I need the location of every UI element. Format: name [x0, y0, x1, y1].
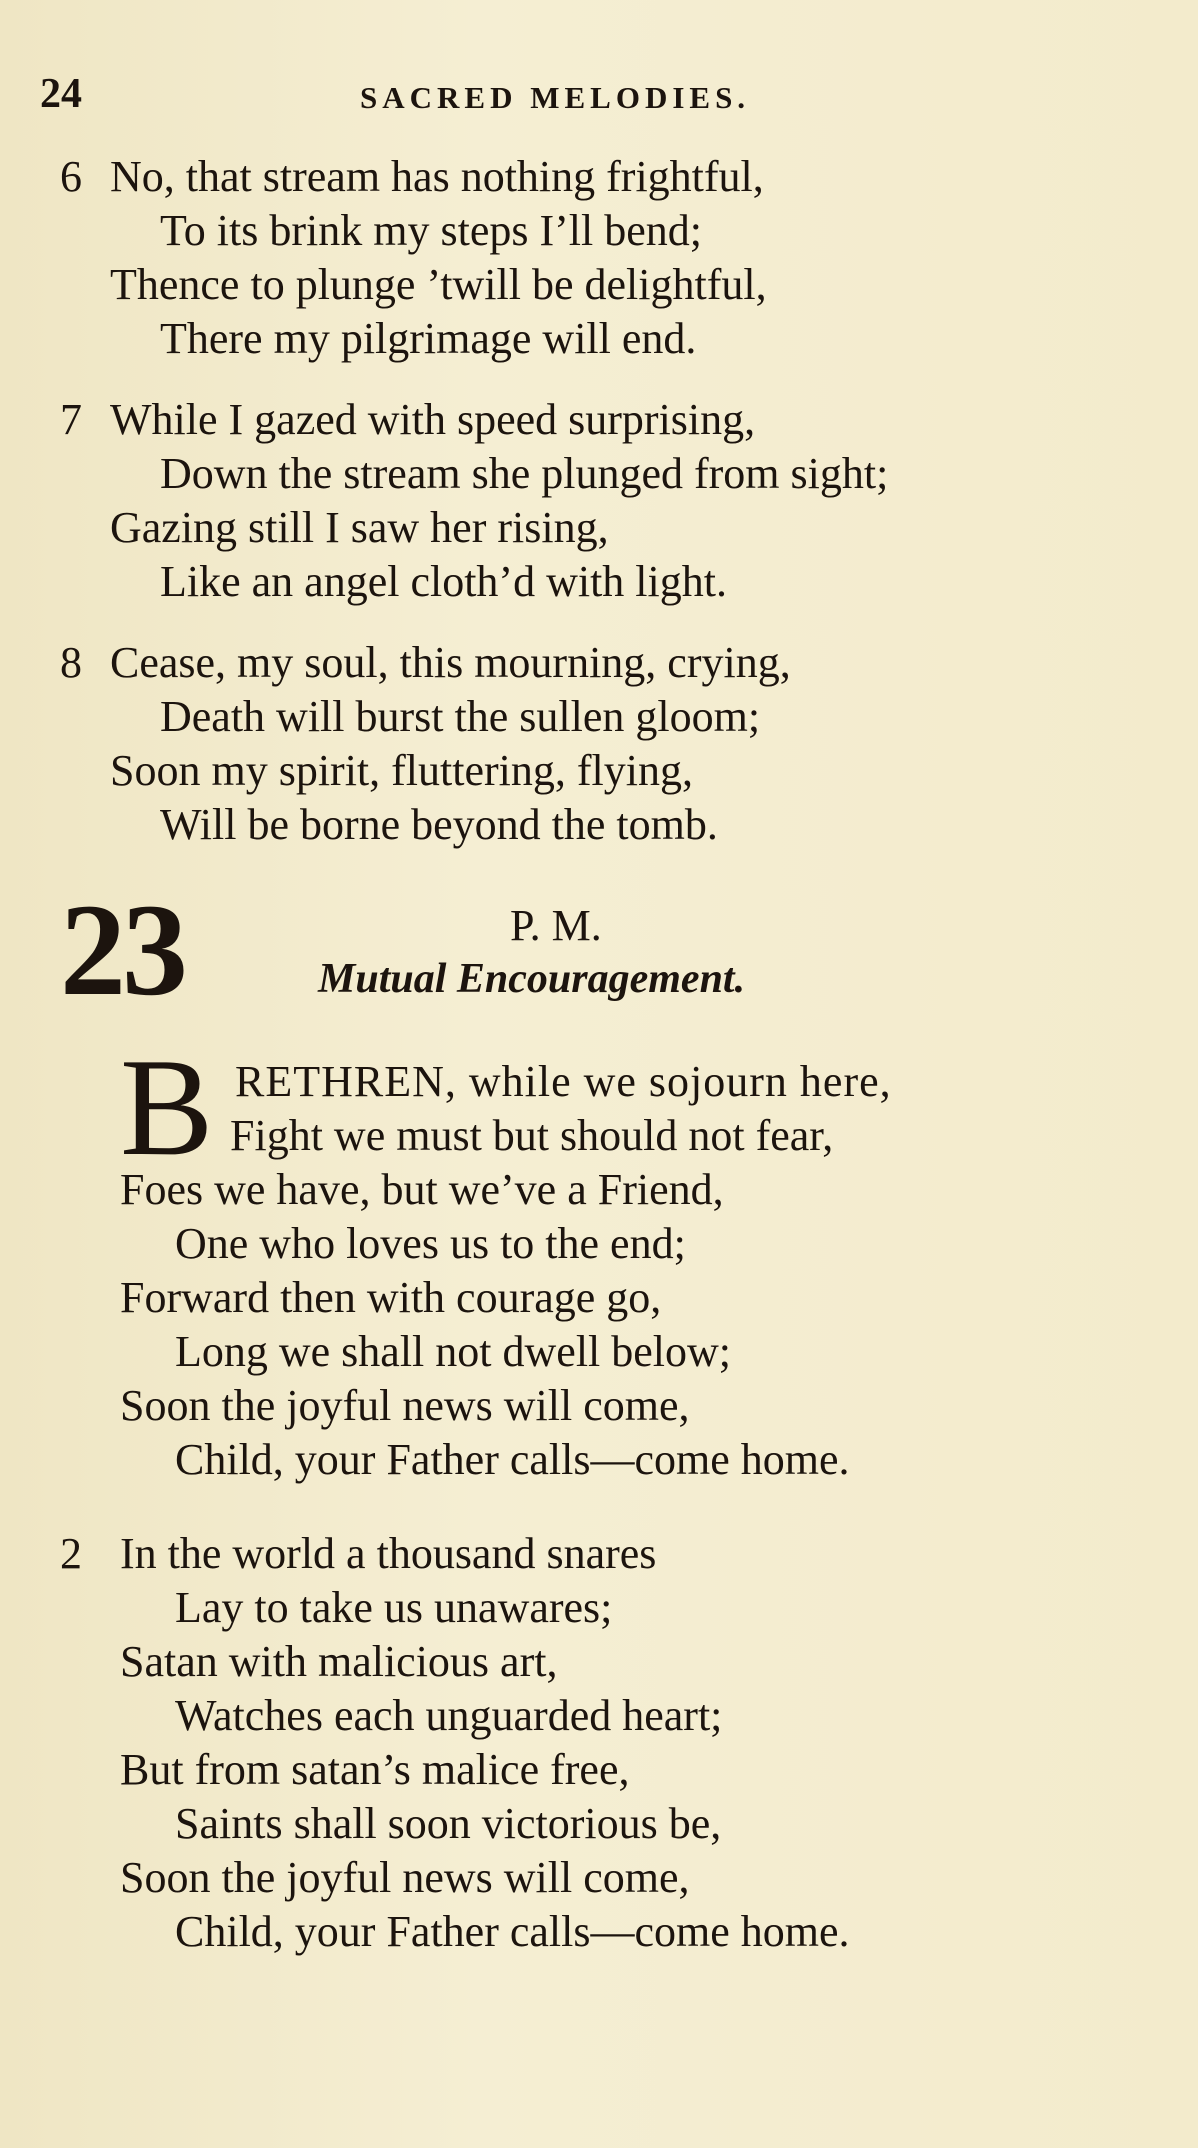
- running-head: SACRED MELODIES.: [360, 80, 751, 115]
- stanza-number: 2: [60, 1529, 82, 1578]
- drop-cap: B: [120, 1030, 214, 1185]
- verse-line: 6 No, that stream has nothing frightful,: [60, 150, 1160, 204]
- verse-line: Forward then with courage go,: [120, 1273, 662, 1322]
- page-number: 24: [40, 71, 82, 117]
- hymn-verse-2: [60, 1527, 1160, 1959]
- verse-line: Gazing still I saw her rising,: [110, 503, 609, 552]
- verse-line: Soon my spirit, fluttering, flying,: [110, 746, 693, 795]
- verse-line: 7 While I gazed with speed surprising,: [60, 393, 1160, 447]
- verse-line: 8 Cease, my soul, this mourning, crying,: [60, 636, 1160, 690]
- stanza-number: 7: [60, 395, 82, 444]
- verse-line: Lay to take us unawares;: [175, 1583, 613, 1632]
- verse-line: Watches each unguarded heart;: [175, 1691, 723, 1740]
- verse-line: Fight we must but should not fear,: [230, 1111, 834, 1160]
- hymn-number: 23: [60, 876, 184, 1023]
- stanza-6: [60, 150, 1160, 366]
- verse-line: Soon the joyful news will come,: [120, 1381, 690, 1430]
- verse-line: Down the stream she plunged from sight;: [160, 449, 889, 498]
- verse-line: Death will burst the sullen gloom;: [160, 692, 761, 741]
- stanza-8: [60, 636, 1160, 852]
- stanza-7: [60, 393, 1160, 609]
- verse-line: Satan with malicious art,: [120, 1637, 558, 1686]
- verse-line: One who loves us to the end;: [175, 1219, 686, 1268]
- verse-line: 2 In the world a thousand snares: [60, 1527, 1160, 1581]
- verse-line: Will be borne beyond the tomb.: [160, 800, 718, 849]
- stanza-number: 6: [60, 152, 82, 201]
- verse-line: Thence to plunge ’twill be delightful,: [110, 260, 767, 309]
- verse-line: Like an angel cloth’d with light.: [160, 557, 727, 606]
- verse-line: Child, your Father calls—come home.: [175, 1907, 850, 1956]
- verse-line: Saints shall soon victorious be,: [175, 1799, 722, 1848]
- hymn-verse-1: [60, 1030, 1160, 1487]
- verse-line: Long we shall not dwell below;: [175, 1327, 732, 1376]
- verse-line: To its brink my steps I’ll bend;: [160, 206, 702, 255]
- hymn-title: Mutual Encouragement.: [318, 956, 746, 1002]
- verse-line: There my pilgrimage will end.: [160, 314, 697, 363]
- verse-line: But from satan’s malice free,: [120, 1745, 630, 1794]
- verse-line: Foes we have, but we’ve a Friend,: [120, 1165, 724, 1214]
- page-header: [40, 70, 1140, 120]
- verse-line: RETHREN, while we sojourn here,: [235, 1057, 892, 1106]
- hymn-meter: P. M.: [510, 901, 602, 950]
- verse-line: Soon the joyful news will come,: [120, 1853, 690, 1902]
- verse-line: Child, your Father calls—come home.: [175, 1435, 850, 1484]
- stanza-number: 8: [60, 638, 82, 687]
